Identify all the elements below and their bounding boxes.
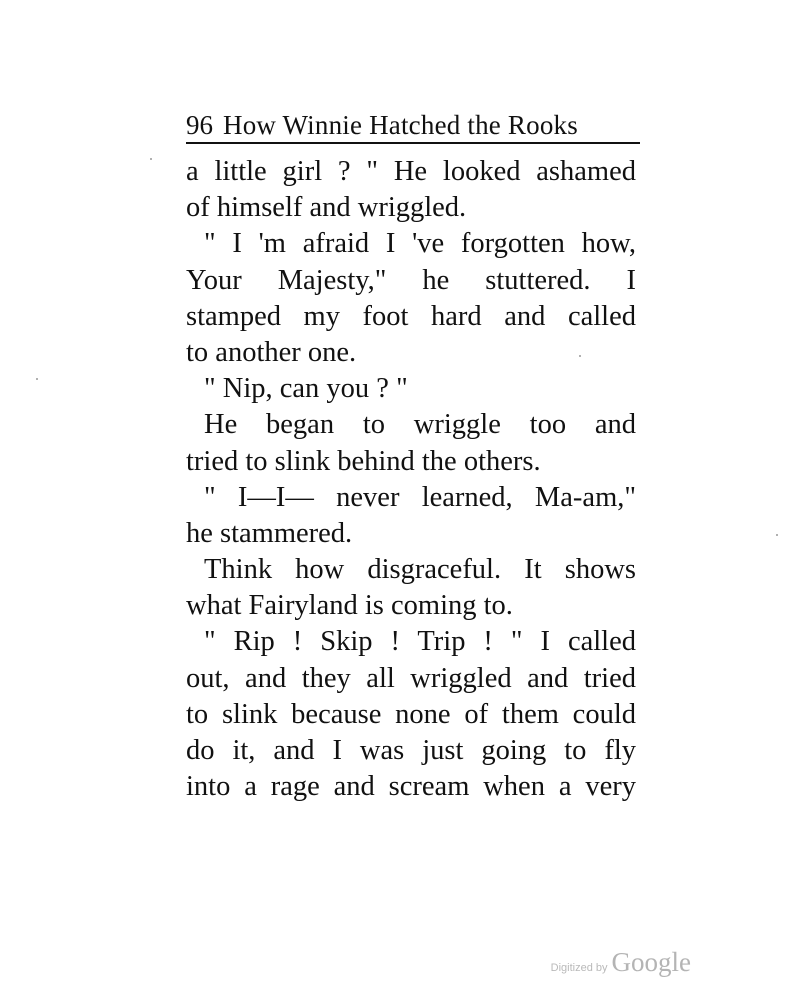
digitized-watermark <box>551 947 691 978</box>
watermark-prefix: Digitized by <box>550 962 608 974</box>
text-line: do it, and I was just going to fly <box>186 735 636 766</box>
text-line: what Fairyland is coming to. <box>186 590 513 622</box>
text-line: " Rip ! Skip ! Trip ! " I called <box>204 626 636 658</box>
text-line: " I—I— never learned, Ma-am," <box>204 481 636 513</box>
text-line: to another one. <box>186 336 357 368</box>
scan-speck <box>776 534 778 536</box>
text-line: into a rage and scream when a very <box>186 771 636 803</box>
text-line: out, and they all wriggled and tried <box>186 662 636 694</box>
running-header <box>186 104 640 144</box>
page-number: 96 <box>186 110 213 140</box>
text-line: " I 'm afraid I 've forgotten how, <box>204 228 636 260</box>
text-line: a little girl ? " He looked ashamed <box>186 156 636 187</box>
body-text <box>186 154 636 805</box>
scan-speck <box>579 355 581 357</box>
running-title: How Winnie Hatched the Rooks <box>223 110 578 140</box>
google-logo: Google <box>611 947 691 977</box>
text-line: Your Majesty," he stuttered. I <box>186 264 636 296</box>
text-line: stamped my foot hard and called <box>186 300 636 332</box>
text-line: " Nip, can you ? " <box>204 373 408 405</box>
text-line: He began to wriggle too and <box>204 409 636 441</box>
text-line: to slink because none of them could <box>186 698 636 730</box>
text-line: tried to slink behind the others. <box>186 445 541 477</box>
text-line: of himself and wriggled. <box>186 192 467 224</box>
text-line: Think how disgraceful. It shows <box>204 554 636 586</box>
scan-speck <box>36 378 38 380</box>
scan-speck <box>150 158 152 160</box>
text-line: he stammered. <box>186 517 353 549</box>
